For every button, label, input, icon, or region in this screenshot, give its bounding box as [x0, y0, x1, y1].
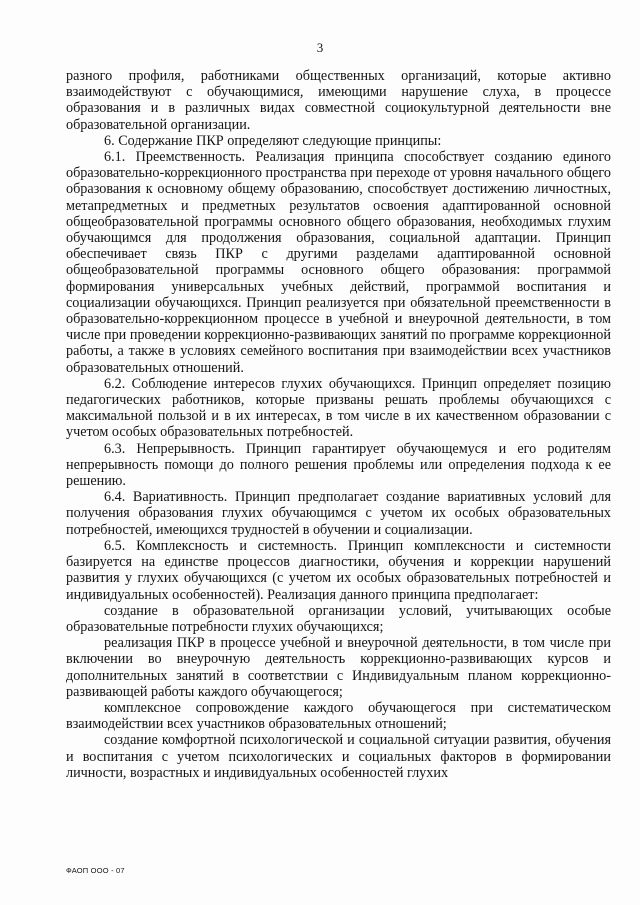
paragraph: создание в образовательной организации условий, учитывающих особые образовательные потребности глухих обучающихся; [66, 602, 611, 635]
paragraph: 6.1. Преемственность. Реализация принципа способствует созданию единого образовательно-коррекционного пространства при переходе от уровня начального общего образования к основному общему образованию, способствует достижению личностных, метапредметных и предметных результатов освоения адаптированной основной общеобразовательной программы основного общего образования, необходимых глухим обучающимся для продолжения образования, социальной адаптации. Принцип обеспечивает связь ПКР с другими разделами адаптированной основной общеобразовательной программы основного общего образования: программой формирования универсальных учебных действий, программой воспитания и социализации обучающихся. Принцип реализуется при обязательной преемственности в образовательно-коррекционном процессе в учебной и внеурочной деятельности, в том числе при проведении коррекционно-развивающих занятий по программе коррекционной работы, а также в условиях семейного воспитания при взаимодействии всех участников образовательных отношений. [66, 149, 611, 376]
paragraph: 6.3. Непрерывность. Принцип гарантирует обучающемуся и его родителям непрерывность помощи до полного решения проблемы или определения подхода к ее решению. [66, 440, 611, 490]
paragraph: реализация ПКР в процессе учебной и внеурочной деятельности, в том числе при включении во внеурочную деятельность коррекционно-развивающих курсов и дополнительных занятий в соответствии с Индивидуальным планом коррекционно-развивающей работы каждого обучающегося; [66, 635, 611, 700]
paragraph: 6.2. Соблюдение интересов глухих обучающихся. Принцип определяет позицию педагогических работников, которые призваны решать проблемы обучающихся с максимальной пользой и в их интересах, в том числе в их качественном образовании с учетом особых образовательных потребностей. [66, 375, 611, 441]
paragraph: 6.4. Вариативность. Принцип предполагает создание вариативных условий для получения образования глухих обучающимся с учетом их особых образовательных потребностей, имеющихся трудностей в обучении и социализации. [66, 489, 611, 538]
paragraph: 6.5. Комплексность и системность. Принцип комплексности и системности базируется на единстве процессов диагностики, обучения и коррекции нарушений развития у глухих обучающихся (с учетом их особых образовательных потребностей и индивидуальных особенностей). Реализация данного принципа предполагает: [66, 537, 611, 603]
paragraph: 6. Содержание ПКР определяют следующие принципы: [104, 132, 442, 149]
paragraph: разного профиля, работниками общественных организаций, которые активно взаимодействуют с обучающимися, имеющими нарушение слуха, в процессе образования и в различных видах совместной социокультурной деятельности вне образовательной организации. [66, 68, 611, 133]
page-number: 3 [316, 40, 324, 55]
footer-code: ФАОП ООО - 07 [66, 866, 125, 875]
paragraph: комплексное сопровождение каждого обучающегося при систематическом взаимодействии всех участников образовательных отношений; [66, 699, 611, 733]
paragraph: создание комфортной психологической и социальной ситуации развития, обучения и воспитания с учетом психологических и социальных факторов в формировании личности, возрастных и индивидуальных особенностей глухих [66, 732, 611, 781]
body-text [66, 68, 611, 781]
